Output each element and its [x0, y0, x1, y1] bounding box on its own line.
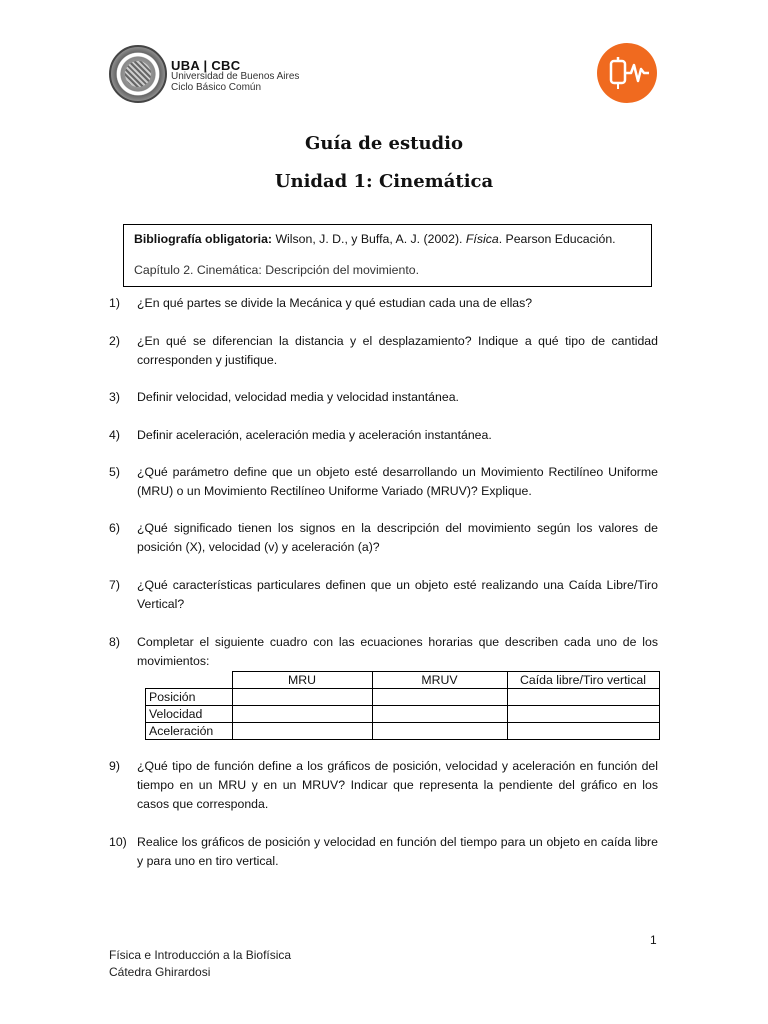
- bibliography-publisher: . Pearson Educación.: [498, 232, 616, 246]
- question-5: [109, 463, 658, 501]
- question-text: ¿Qué tipo de función define a los gráficos de posición, velocidad y aceleración en función del tiempo en un MRU y en un MRUV? Indicar que representa la pendiente del gráfico en los casos que corresponda.: [137, 759, 658, 811]
- table-row: [146, 689, 660, 706]
- unit-title: Unidad 1: Cinemática: [274, 171, 494, 192]
- iv-bag-heartbeat-icon: [597, 43, 657, 103]
- row-label: Aceleración: [146, 723, 233, 740]
- table-cell[interactable]: [372, 706, 507, 723]
- question-number: 9): [109, 759, 120, 773]
- question-1: [109, 294, 658, 313]
- question-2: [109, 332, 658, 370]
- table-cell[interactable]: [232, 706, 372, 723]
- bibliography-reference: [134, 232, 616, 246]
- question-text: Completar el siguiente cuadro con las ecuaciones horarias que describen cada uno de los movimientos:: [137, 635, 658, 668]
- table-cell[interactable]: [507, 689, 659, 706]
- table-cell[interactable]: [372, 689, 507, 706]
- bibliography-label: Bibliografía obligatoria:: [134, 232, 273, 246]
- bibliography-chapter: Capítulo 2. Cinemática: Descripción del movimiento.: [134, 263, 420, 277]
- table-row: [146, 723, 660, 740]
- org-full-name: [171, 71, 299, 93]
- page-number: 1: [650, 933, 657, 947]
- question-number: 6): [109, 521, 120, 535]
- table-cell[interactable]: [507, 723, 659, 740]
- question-text: ¿Qué características particulares definen que un objeto esté realizando una Caída Libre/Tiro Vertical?: [137, 578, 658, 611]
- question-number: 3): [109, 390, 120, 404]
- row-label: Posición: [146, 689, 233, 706]
- bibliography-box: [123, 224, 652, 287]
- question-number: 8): [109, 635, 120, 649]
- question-7: [109, 576, 658, 614]
- question-8: [109, 633, 658, 671]
- table-cell[interactable]: [232, 689, 372, 706]
- question-text: ¿Qué parámetro define que un objeto esté desarrollando un Movimiento Rectilíneo Uniforme (MRU) o un Movimiento Rectilíneo Uniforme Variado (MRUV)? Explique.: [137, 465, 658, 498]
- question-number: 1): [109, 296, 120, 310]
- table-row: [146, 706, 660, 723]
- question-number: 5): [109, 465, 120, 479]
- question-4: [109, 426, 658, 445]
- table-header: MRUV: [372, 672, 507, 689]
- question-text: ¿En qué partes se divide la Mecánica y qué estudian cada una de ellas?: [137, 296, 533, 310]
- table-cell[interactable]: [372, 723, 507, 740]
- table-header: MRU: [232, 672, 372, 689]
- question-6: [109, 519, 658, 557]
- table-corner: [146, 672, 233, 689]
- question-text: Definir aceleración, aceleración media y aceleración instantánea.: [137, 428, 492, 442]
- question-number: 4): [109, 428, 120, 442]
- question-3: [109, 388, 658, 407]
- table-cell[interactable]: [232, 723, 372, 740]
- question-10: [109, 833, 658, 871]
- bibliography-authors: Wilson, J. D., y Buffa, A. J. (2002).: [275, 232, 463, 246]
- table-cell[interactable]: [507, 706, 659, 723]
- org-line-2: Ciclo Básico Común: [171, 82, 262, 93]
- question-text: Definir velocidad, velocidad media y velocidad instantánea.: [137, 390, 459, 404]
- question-text: ¿Qué significado tienen los signos en la descripción del movimiento según los valores de posición (X), velocidad (v) y aceleración (a)?: [137, 521, 658, 554]
- question-text: ¿En qué se diferencian la distancia y el desplazamiento? Indique a qué tipo de cantidad corresponden y justifique.: [137, 334, 658, 367]
- footer-course: Física e Introducción a la Biofísica: [109, 948, 292, 962]
- university-seal-icon: [109, 45, 167, 103]
- row-label: Velocidad: [146, 706, 233, 723]
- org-short-name: UBA | CBC: [171, 58, 241, 73]
- table-header-row: [146, 672, 660, 689]
- question-9: [109, 757, 658, 814]
- org-line-1: Universidad de Buenos Aires: [171, 71, 300, 82]
- question-number: 2): [109, 334, 120, 348]
- question-number: 10): [109, 835, 127, 849]
- table-header: Caída libre/Tiro vertical: [507, 672, 659, 689]
- page-title: Guía de estudio: [305, 133, 463, 154]
- footer-chair: Cátedra Ghirardosi: [109, 965, 211, 979]
- equations-table: [145, 671, 660, 740]
- question-text: Realice los gráficos de posición y velocidad en función del tiempo para un objeto en caída libre y para uno en tiro vertical.: [137, 835, 658, 868]
- bibliography-book: Física: [465, 232, 499, 246]
- question-number: 7): [109, 578, 120, 592]
